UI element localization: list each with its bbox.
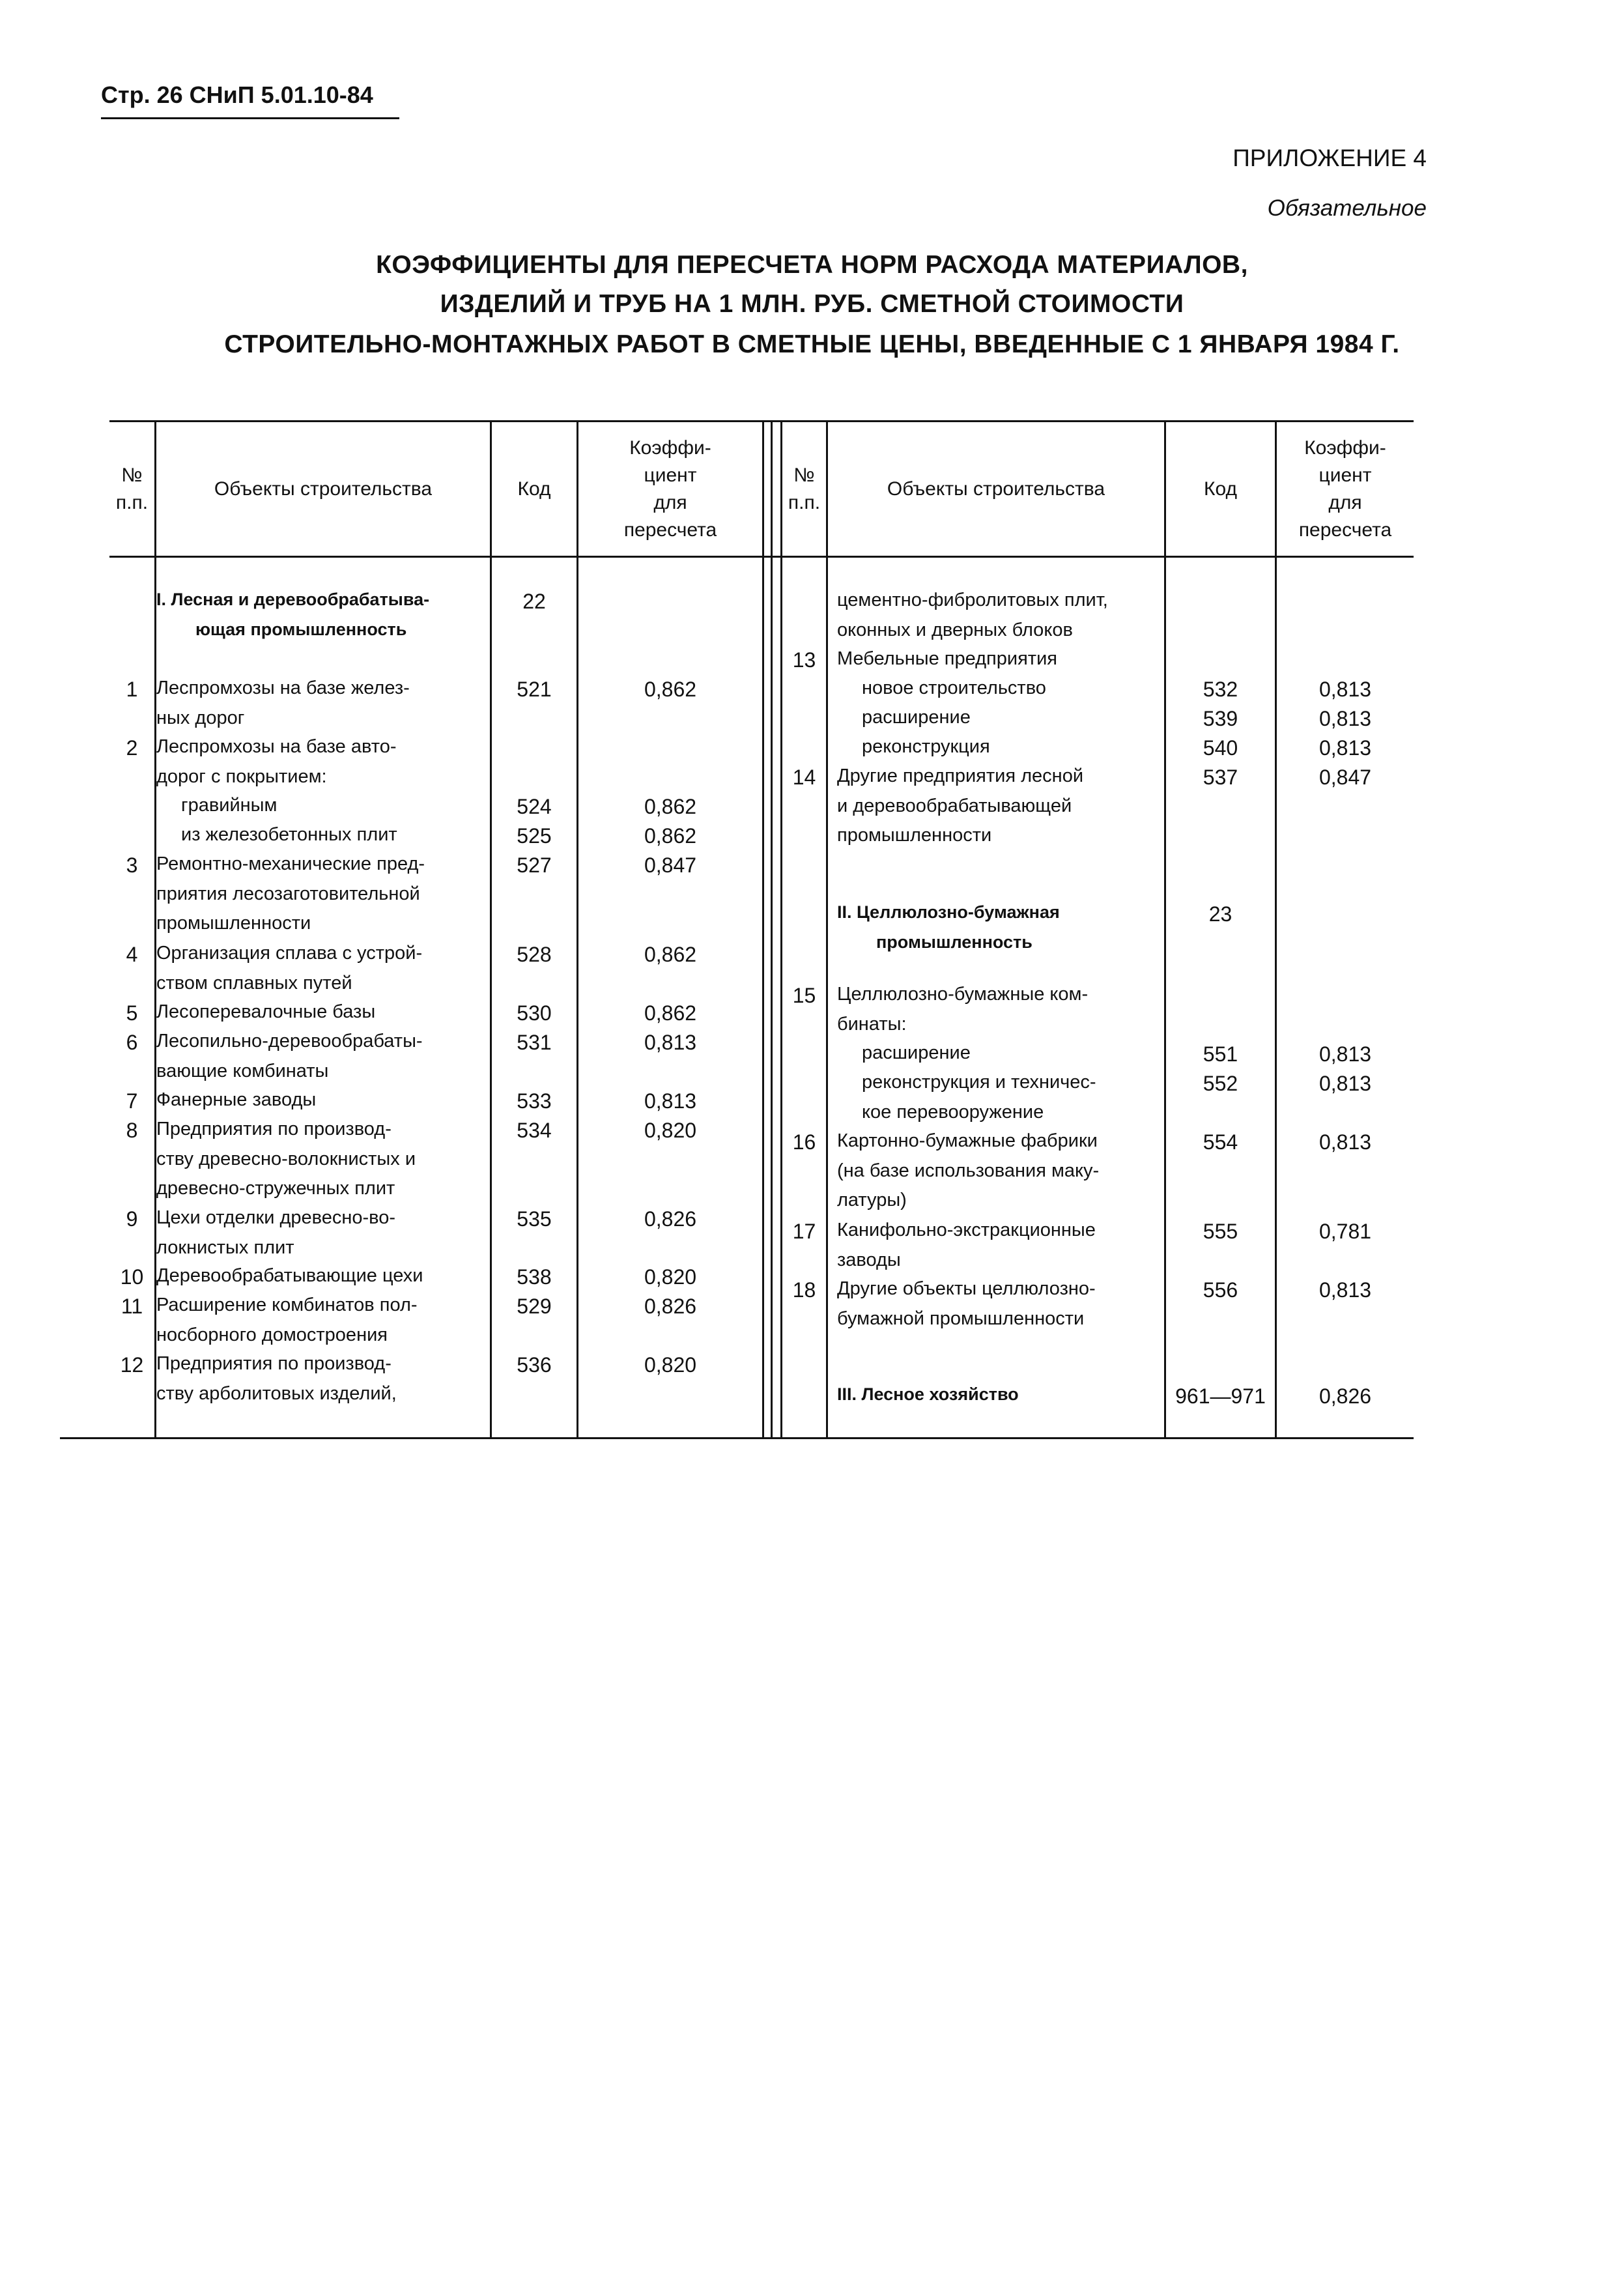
object-name-line: расширение [862,707,971,728]
object-name-line: Ремонтно-механические пред- [156,853,425,874]
object-name-line: Расширение комбинатов пол- [156,1295,418,1315]
object-coefficient: 0,813 [1318,1042,1372,1066]
object-coefficient: 0,826 [1318,1384,1372,1408]
object-code: 556 [1203,1278,1238,1302]
object-name-line: бумажной промышленности [837,1308,1085,1329]
object-name-line: Другие предприятия лесной [837,766,1084,786]
vline [826,420,828,1438]
object-name-line: Организация сплава с устрой- [156,943,423,964]
object-code: 535 [517,1207,552,1231]
page-reference: Стр. 26 СНиП 5.01.10-84 [101,81,373,108]
object-name-line: расширение [862,1042,971,1063]
object-name-line: Целлюлозно-бумажные ком- [837,984,1089,1005]
object-name-line: промышленности [156,913,311,934]
row-number: 9 [126,1207,138,1231]
header-underline [101,117,399,119]
row-number: 16 [792,1130,816,1154]
object-name-line: Леспромхозы на базе желез- [156,678,410,698]
object-code: 529 [517,1295,552,1318]
object-coefficient: 0,847 [1318,766,1372,789]
object-name-line: Предприятия по производ- [156,1353,392,1374]
row-number: 6 [126,1031,138,1054]
row-number: 18 [792,1278,816,1302]
object-name-line: цементно-фибролитовых плит, [837,590,1108,610]
object-coefficient: 0,862 [644,795,697,818]
object-coefficient: 0,826 [644,1295,697,1318]
object-coefficient: 0,813 [644,1031,697,1054]
object-code: 961—971 [1175,1384,1266,1408]
object-name-line: носборного домостроения [156,1324,388,1345]
row-number: 12 [120,1353,144,1377]
object-name-line: III. Лесное хозяйство [837,1384,1019,1404]
table-header-rule [109,556,1414,558]
object-code: 537 [1203,766,1238,789]
object-name-line: Канифольно-экстракционные [837,1220,1096,1240]
appendix-label: ПРИЛОЖЕНИЕ 4 [1232,145,1427,171]
object-name-line: I. Лесная и деревообрабатыва- [156,590,430,609]
row-number: 13 [792,648,816,672]
row-number: 15 [792,984,816,1007]
row-number: 4 [126,943,138,966]
object-coefficient: 0,813 [1318,1072,1372,1095]
object-coefficient: 0,813 [1318,707,1372,730]
object-name-line: Деревообрабатывающие цехи [156,1265,423,1286]
object-name-line: новое строительство [862,678,1046,698]
object-name-line: вающие комбинаты [156,1060,329,1081]
object-coefficient: 0,820 [644,1353,697,1377]
row-number: 3 [126,853,138,877]
object-name-line: латуры) [837,1190,907,1210]
object-code: 530 [517,1001,552,1025]
object-name-line: оконных и дверных блоков [837,619,1073,640]
object-name-line: Мебельные предприятия [837,648,1057,669]
object-code: 534 [517,1119,552,1142]
object-name-line: II. Целлюлозно-бумажная [837,902,1060,922]
row-number: 10 [120,1265,144,1289]
title-line-3: СТРОИТЕЛЬНО-МОНТАЖНЫХ РАБОТ В СМЕТНЫЕ ЦЕНЫ, ВВЕДЕННЫЕ С 1 ЯНВАРЯ 1984 Г. [224,330,1400,358]
object-coefficient: 0,813 [644,1089,697,1113]
object-coefficient: 0,862 [644,678,697,701]
object-code: 555 [1203,1220,1238,1243]
object-name-line: (на базе использования маку- [837,1160,1100,1181]
mandatory-label: Обязательное [1267,195,1427,221]
object-name-line: Леспромхозы на базе авто- [156,736,397,757]
object-coefficient: 0,847 [644,853,697,877]
object-code: 22 [522,590,546,613]
row-number: 14 [792,766,816,789]
object-coefficient: 0,820 [644,1119,697,1142]
object-code: 538 [517,1265,552,1289]
object-name-line: ству древесно-волокнистых и [156,1148,416,1169]
object-name-line: дорог с покрытием: [156,766,327,787]
vline [771,420,773,1438]
object-code: 521 [517,678,552,701]
object-name-line: ных дорог [156,707,245,728]
object-code: 524 [517,795,552,818]
row-number: 1 [126,678,138,701]
object-name-line: Лесопильно-деревообрабаты- [156,1031,423,1052]
title-line-1: КОЭФФИЦИЕНТЫ ДЛЯ ПЕРЕСЧЕТА НОРМ РАСХОДА МАТЕРИАЛОВ, [376,251,1248,279]
header-coefficient: Коэффи- циент для пересчета [1298,437,1392,541]
header-code: Код [517,478,551,500]
row-number: 5 [126,1001,138,1025]
object-name-line: промышленность [876,932,1033,952]
header-objects: Объекты строительства [214,478,433,500]
object-code: 532 [1203,678,1238,701]
row-number: 2 [126,736,138,760]
object-name-line: и деревообрабатывающей [837,795,1072,816]
object-code: 536 [517,1353,552,1377]
header-code: Код [1203,478,1237,500]
header-num: № п.п. [788,464,821,513]
table-bottom-rule [60,1437,1414,1439]
object-name-line: бинаты: [837,1013,907,1035]
object-coefficient: 0,781 [1318,1220,1372,1243]
object-code: 552 [1203,1072,1238,1095]
object-name-line: реконструкция и техничес- [862,1072,1096,1093]
object-coefficient: 0,813 [1318,1130,1372,1154]
object-name-line: промышленности [837,825,992,846]
object-name-line: Предприятия по производ- [156,1119,392,1139]
object-name-line: из железобетонных плит [181,824,397,845]
row-number: 17 [792,1220,816,1243]
object-code: 531 [517,1031,552,1054]
vline [762,420,764,1438]
row-number: 11 [121,1295,143,1318]
object-name-line: ству арболитовых изделий, [156,1382,397,1404]
object-coefficient: 0,862 [644,1001,697,1025]
object-code: 554 [1203,1130,1238,1154]
object-coefficient: 0,820 [644,1265,697,1289]
object-name-line: древесно-стружечных плит [156,1178,395,1199]
title-line-2: ИЗДЕЛИЙ И ТРУБ НА 1 МЛН. РУБ. СМЕТНОЙ СТОИМОСТИ [440,290,1184,318]
object-name-line: гравийным [181,795,278,816]
object-code: 551 [1203,1042,1238,1066]
header-coefficient: Коэффи- циент для пересчета [623,437,717,541]
header-num: № п.п. [115,464,149,513]
object-name-line: Другие объекты целлюлозно- [837,1278,1096,1299]
row-number: 8 [126,1119,138,1142]
object-code: 528 [517,943,552,966]
row-number: 7 [126,1089,138,1113]
object-coefficient: 0,862 [644,943,697,966]
object-name-line: локнистых плит [156,1237,294,1258]
object-coefficient: 0,813 [1318,736,1372,760]
object-name-line: кое перевооружение [862,1101,1044,1123]
object-coefficient: 0,813 [1318,678,1372,701]
object-name-line: Цехи отделки древесно-во- [156,1207,396,1228]
object-coefficient: 0,813 [1318,1278,1372,1302]
object-name-line: приятия лесозаготовительной [156,883,420,904]
object-name-line: Лесоперевалочные базы [156,1001,376,1022]
object-code: 525 [517,824,552,848]
object-name-line: Фанерные заводы [156,1089,317,1110]
object-name-line: заводы [837,1249,901,1270]
object-name-line: ющая промышленность [195,619,407,639]
object-code: 527 [517,853,552,877]
object-coefficient: 0,862 [644,824,697,848]
header-objects: Объекты строительства [887,478,1105,500]
object-name-line: ством сплавных путей [156,972,352,994]
object-code: 23 [1208,902,1232,926]
object-code: 539 [1203,707,1238,730]
object-name-line: реконструкция [862,736,990,757]
object-code: 533 [517,1089,552,1113]
object-coefficient: 0,826 [644,1207,697,1231]
object-code: 540 [1203,736,1238,760]
object-name-line: Картонно-бумажные фабрики [837,1130,1098,1151]
